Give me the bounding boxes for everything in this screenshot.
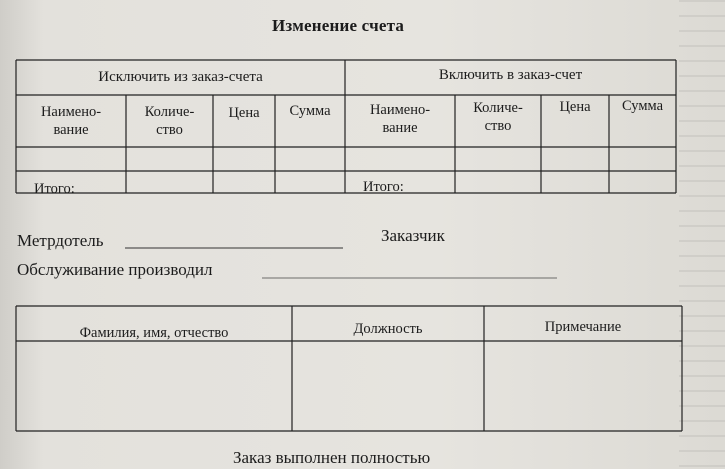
service-line: [262, 276, 562, 280]
col-name-right: Наимено- вание: [369, 102, 431, 136]
total-right: Итого:: [363, 179, 404, 195]
col-name-left: Наимено- вание: [40, 104, 102, 138]
total-left: Итого:: [34, 181, 75, 197]
col-fullname: Фамилия, имя, отчество: [79, 325, 229, 341]
customer-label: Заказчик: [381, 226, 445, 245]
footer-text: Заказ выполнен полностью: [233, 448, 431, 467]
col-sum-left: Сумма: [289, 103, 331, 119]
document-title: Изменение счета: [272, 16, 405, 35]
service-label: Обслуживание производил: [17, 260, 213, 279]
col-sum-right: Сумма: [621, 98, 664, 114]
col-qty-right: Количе- ство: [473, 100, 523, 134]
col-qty-left: Количе- ство: [144, 104, 195, 138]
col-price-left: Цена: [228, 105, 260, 121]
col-price-right: Цена: [559, 99, 591, 115]
maitre-label: [17, 231, 104, 251]
maitre-signature-line: [125, 246, 345, 250]
col-position: Должность: [353, 321, 423, 337]
maitre-label-text: Метрдотель: [17, 231, 104, 250]
col-note: Примечание: [544, 319, 622, 335]
exclude-header: Исключить из заказ-счета: [98, 69, 263, 85]
include-header: Включить в заказ-счет: [438, 67, 583, 83]
